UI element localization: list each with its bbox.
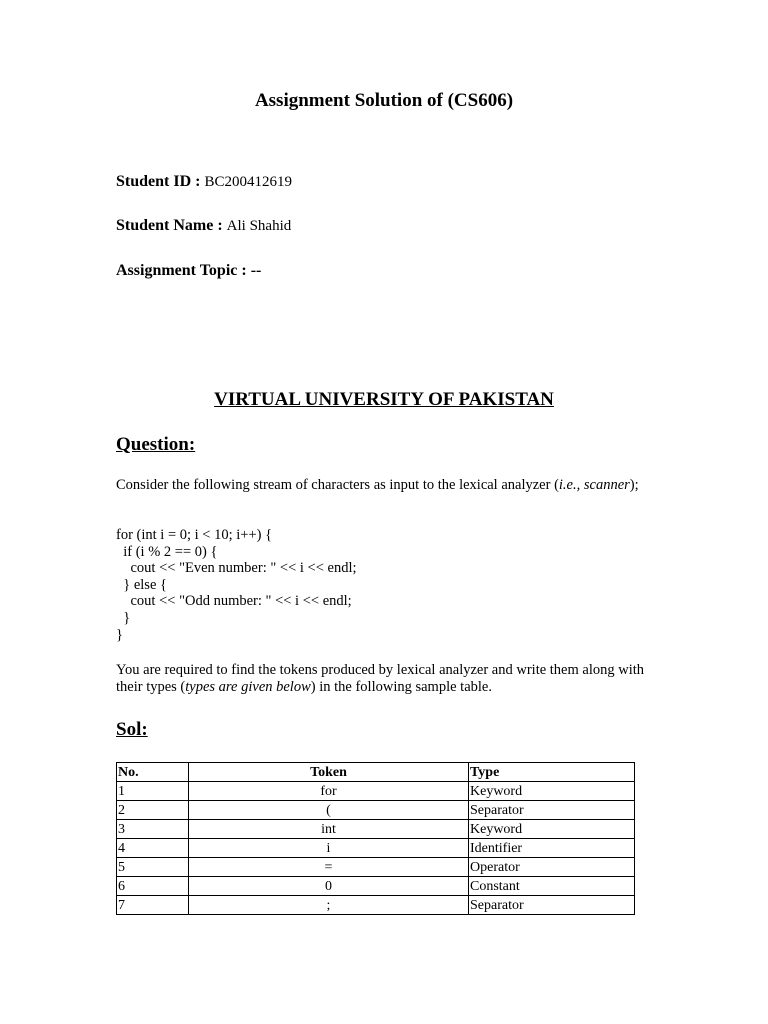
cell-type: Operator bbox=[469, 858, 635, 877]
student-id-label: Student ID : bbox=[116, 173, 201, 190]
assignment-topic-field bbox=[116, 262, 261, 280]
code-line: cout << "Odd number: " << i << endl; bbox=[116, 593, 352, 610]
header-no: No. bbox=[117, 763, 189, 782]
cell-token: ; bbox=[189, 896, 469, 915]
task-italic: types are given below bbox=[185, 678, 311, 695]
assignment-topic-label: Assignment Topic : bbox=[116, 262, 247, 279]
table-row bbox=[117, 896, 635, 915]
token-table bbox=[116, 762, 635, 915]
question-intro-italic: i.e., scanner bbox=[558, 477, 630, 493]
cell-type: Constant bbox=[469, 877, 635, 896]
cell-token: 0 bbox=[189, 877, 469, 896]
question-intro-end: ); bbox=[629, 477, 639, 493]
cell-token: i bbox=[189, 839, 469, 858]
assignment-topic-value: -- bbox=[250, 262, 262, 279]
student-name-field bbox=[116, 217, 291, 235]
code-line: } else { bbox=[116, 576, 167, 593]
student-name-label: Student Name : bbox=[116, 217, 223, 234]
code-line: for (int i = 0; i < 10; i++) { bbox=[116, 527, 273, 543]
question-heading: Question: bbox=[116, 434, 196, 455]
table-row bbox=[117, 782, 635, 801]
cell-token: = bbox=[189, 858, 469, 877]
cell-no: 3 bbox=[117, 820, 189, 839]
cell-no: 4 bbox=[117, 839, 189, 858]
table-row bbox=[117, 820, 635, 839]
code-line: } bbox=[116, 626, 123, 643]
table-row bbox=[117, 877, 635, 896]
task-text-2: ) in the following sample table. bbox=[310, 678, 492, 695]
header-token: Token bbox=[189, 763, 469, 782]
cell-no: 7 bbox=[117, 896, 189, 915]
student-id-field bbox=[116, 173, 292, 191]
question-intro bbox=[116, 477, 651, 494]
cell-type: Keyword bbox=[469, 820, 635, 839]
student-name-value: Ali Shahid bbox=[226, 218, 292, 234]
cell-token: ( bbox=[189, 801, 469, 820]
question-intro-text: Consider the following stream of characters as input to the lexical analyzer ( bbox=[116, 477, 559, 493]
table-row bbox=[117, 858, 635, 877]
university-heading: VIRTUAL UNIVERSITY OF PAKISTAN bbox=[214, 389, 554, 410]
table-header-row bbox=[117, 763, 635, 782]
code-line: if (i % 2 == 0) { bbox=[116, 543, 218, 560]
task-instructions bbox=[116, 662, 651, 695]
cell-token: for bbox=[189, 782, 469, 801]
code-line: } bbox=[116, 609, 131, 626]
cell-no: 6 bbox=[117, 877, 189, 896]
table-row bbox=[117, 801, 635, 820]
page-title: Assignment Solution of (CS606) bbox=[254, 90, 514, 111]
cell-type: Keyword bbox=[469, 782, 635, 801]
cell-no: 2 bbox=[117, 801, 189, 820]
cell-no: 1 bbox=[117, 782, 189, 801]
task-text-1: You are required to find the tokens produced by lexical analyzer and write them along with their types ( bbox=[116, 662, 645, 695]
code-line: cout << "Even number: " << i << endl; bbox=[116, 560, 357, 577]
cell-type: Separator bbox=[469, 801, 635, 820]
cell-type: Identifier bbox=[469, 839, 635, 858]
cell-no: 5 bbox=[117, 858, 189, 877]
cell-type: Separator bbox=[469, 896, 635, 915]
student-id-value: BC200412619 bbox=[204, 174, 292, 190]
table-row bbox=[117, 839, 635, 858]
solution-heading: Sol: bbox=[116, 719, 148, 740]
header-type: Type bbox=[469, 763, 635, 782]
code-block bbox=[116, 527, 357, 643]
cell-token: int bbox=[189, 820, 469, 839]
